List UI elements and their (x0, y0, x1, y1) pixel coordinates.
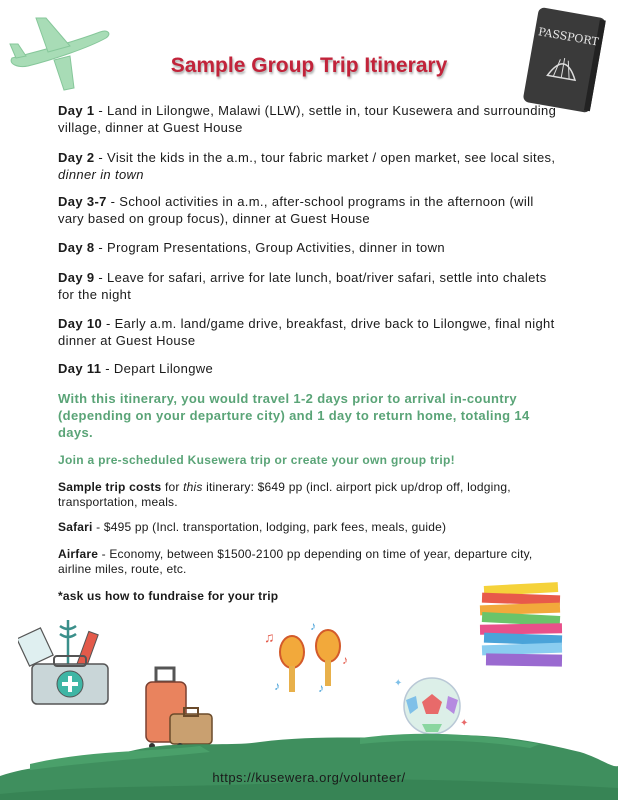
maracas-icon (262, 620, 358, 700)
airfare-cost: Airfare - Economy, between $1500-2100 pp depending on time of year, departure city, airline miles, route, etc. (58, 547, 533, 576)
day-1: Day 1 - Land in Lilongwe, Malawi (LLW), settle in, tour Kusewera and surrounding village, dinner at Guest House (58, 103, 557, 135)
svg-text:✦: ✦ (460, 718, 469, 729)
day-9: Day 9 - Leave for safari, arrive for late lunch, boat/river safari, settle into chalets for the night (58, 270, 547, 302)
svg-text:✦: ✦ (394, 678, 403, 689)
svg-text:♫: ♫ (264, 629, 275, 645)
day-3-7: Day 3-7 - School activities in a.m., after-school programs in the afternoon (will vary based on group focus), dinner at Guest House (58, 194, 534, 226)
svg-text:♪: ♪ (310, 620, 316, 633)
day-8: Day 8 - Program Presentations, Group Activities, dinner in town (58, 240, 445, 255)
day-11: Day 11 - Depart Lilongwe (58, 361, 214, 376)
travel-note: With this itinerary, you would travel 1-2 days prior to arrival in-country (depending on your departure city) and 1 day to return home, totaling 14 days. (58, 391, 530, 440)
trip-costs: Sample trip costs for this itinerary: $649 pp (incl. airport pick up/drop off, lodging, transportation, meals. (58, 480, 511, 509)
footer-brush (0, 718, 618, 800)
books-stack-icon (474, 580, 584, 672)
safari-cost: Safari - $495 pp (Incl. transportation, lodging, park fees, meals, guide) (58, 520, 447, 534)
fundraise-note: *ask us how to fundraise for your trip (58, 589, 279, 603)
passport-label: PASSPORT (537, 25, 600, 49)
svg-text:♪: ♪ (342, 653, 348, 667)
airplane-icon (8, 14, 112, 92)
svg-text:♪: ♪ (274, 679, 280, 693)
day-2: Day 2 - Visit the kids in the a.m., tour fabric market / open market, see local sites, dinner in town (58, 150, 556, 182)
join-note: Join a pre-scheduled Kusewera trip or create your own group trip! (58, 453, 455, 467)
svg-text:♪: ♪ (318, 681, 324, 695)
website-link[interactable]: https://kusewera.org/volunteer/ (212, 770, 406, 785)
day-10: Day 10 - Early a.m. land/game drive, breakfast, drive back to Lilongwe, final night dinner at Guest House (58, 316, 555, 348)
medical-kit-icon (18, 612, 122, 708)
page-title: Sample Group Trip Itinerary (170, 54, 448, 77)
